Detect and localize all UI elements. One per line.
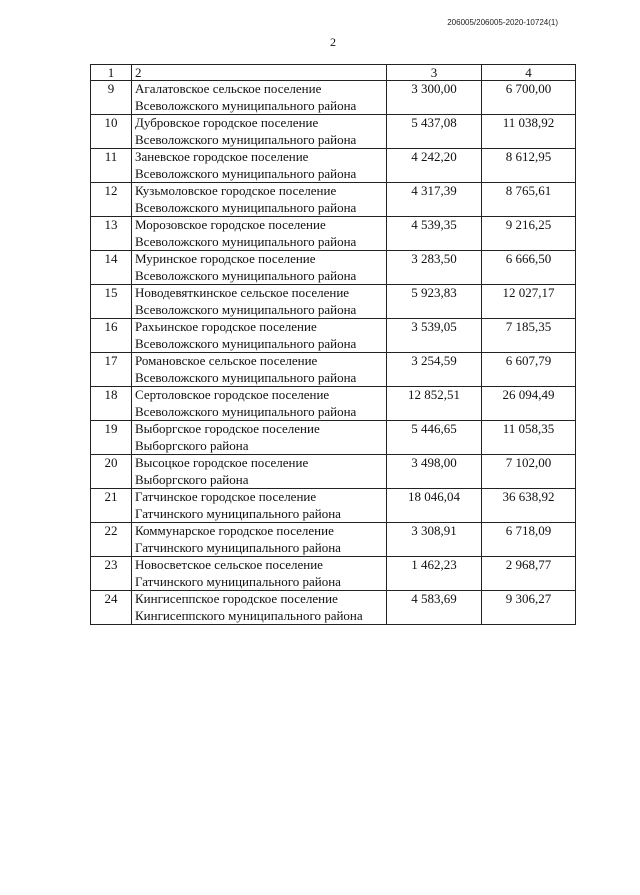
row-number: 19: [91, 421, 132, 455]
row-number: 23: [91, 557, 132, 591]
table-row: [91, 319, 576, 353]
table-row: [91, 421, 576, 455]
value-col-3: 1 462,23: [387, 557, 482, 591]
value-col-3: 3 254,59: [387, 353, 482, 387]
row-number: 9: [91, 81, 132, 115]
value-col-4: 9 306,27: [482, 591, 576, 625]
value-col-4: 36 638,92: [482, 489, 576, 523]
row-number: 16: [91, 319, 132, 353]
settlement-name: Кингисеппское городское поселение Кингисеппского муниципального района: [132, 591, 387, 625]
row-number: 22: [91, 523, 132, 557]
settlement-name: Морозовское городское поселение Всеволожского муниципального района: [132, 217, 387, 251]
value-col-4: 12 027,17: [482, 285, 576, 319]
value-col-3: 4 583,69: [387, 591, 482, 625]
settlement-name: Рахьинское городское поселение Всеволожского муниципального района: [132, 319, 387, 353]
settlement-name: Заневское городское поселение Всеволожского муниципального района: [132, 149, 387, 183]
value-col-4: 6 607,79: [482, 353, 576, 387]
settlement-name: Муринское городское поселение Всеволожского муниципального района: [132, 251, 387, 285]
settlement-name: Новодевяткинское сельское поселение Всеволожского муниципального района: [132, 285, 387, 319]
value-col-4: 7 102,00: [482, 455, 576, 489]
settlement-name: Кузьмоловское городское поселение Всеволожского муниципального района: [132, 183, 387, 217]
value-col-3: 3 539,05: [387, 319, 482, 353]
row-number: 20: [91, 455, 132, 489]
column-header-1: 1: [91, 65, 132, 81]
column-header-2: 2: [132, 65, 387, 81]
table-row: [91, 183, 576, 217]
value-col-4: 8 765,61: [482, 183, 576, 217]
value-col-3: 3 300,00: [387, 81, 482, 115]
value-col-3: 5 923,83: [387, 285, 482, 319]
table-row: [91, 557, 576, 591]
value-col-3: 3 308,91: [387, 523, 482, 557]
value-col-4: 6 666,50: [482, 251, 576, 285]
table-header-row: [91, 65, 576, 81]
row-number: 11: [91, 149, 132, 183]
table-row: [91, 251, 576, 285]
value-col-4: 6 718,09: [482, 523, 576, 557]
table-row: [91, 115, 576, 149]
settlement-name: Сертоловское городское поселение Всеволожского муниципального района: [132, 387, 387, 421]
value-col-3: 5 437,08: [387, 115, 482, 149]
row-number: 21: [91, 489, 132, 523]
value-col-3: 4 317,39: [387, 183, 482, 217]
value-col-4: 11 058,35: [482, 421, 576, 455]
value-col-4: 26 094,49: [482, 387, 576, 421]
row-number: 14: [91, 251, 132, 285]
value-col-4: 2 968,77: [482, 557, 576, 591]
table-row: [91, 455, 576, 489]
table-row: [91, 149, 576, 183]
row-number: 18: [91, 387, 132, 421]
column-header-3: 3: [387, 65, 482, 81]
settlement-name: Высоцкое городское поселение Выборгского района: [132, 455, 387, 489]
row-number: 17: [91, 353, 132, 387]
settlement-name: Романовское сельское поселение Всеволожского муниципального района: [132, 353, 387, 387]
value-col-3: 18 046,04: [387, 489, 482, 523]
table-row: [91, 591, 576, 625]
value-col-3: 5 446,65: [387, 421, 482, 455]
row-number: 13: [91, 217, 132, 251]
table-row: [91, 523, 576, 557]
row-number: 24: [91, 591, 132, 625]
page-number: 2: [330, 35, 336, 49]
row-number: 10: [91, 115, 132, 149]
table-row: [91, 81, 576, 115]
value-col-3: 12 852,51: [387, 387, 482, 421]
table-row: [91, 285, 576, 319]
settlement-name: Выборгское городское поселение Выборгского района: [132, 421, 387, 455]
value-col-4: 9 216,25: [482, 217, 576, 251]
column-header-4: 4: [482, 65, 576, 81]
table-row: [91, 353, 576, 387]
document-id: 206005/206005-2020-10724(1): [447, 18, 558, 27]
table-row: [91, 489, 576, 523]
value-col-4: 6 700,00: [482, 81, 576, 115]
table-row: [91, 387, 576, 421]
value-col-4: 11 038,92: [482, 115, 576, 149]
data-table: [90, 64, 576, 625]
settlement-name: Гатчинское городское поселение Гатчинского муниципального района: [132, 489, 387, 523]
row-number: 15: [91, 285, 132, 319]
value-col-4: 8 612,95: [482, 149, 576, 183]
row-number: 12: [91, 183, 132, 217]
value-col-3: 3 498,00: [387, 455, 482, 489]
settlement-name: Новосветское сельское поселение Гатчинского муниципального района: [132, 557, 387, 591]
value-col-3: 4 539,35: [387, 217, 482, 251]
settlement-name: Дубровское городское поселение Всеволожского муниципального района: [132, 115, 387, 149]
settlement-name: Агалатовское сельское поселение Всеволожского муниципального района: [132, 81, 387, 115]
table-row: [91, 217, 576, 251]
settlement-name: Коммунарское городское поселение Гатчинского муниципального района: [132, 523, 387, 557]
value-col-3: 3 283,50: [387, 251, 482, 285]
value-col-4: 7 185,35: [482, 319, 576, 353]
value-col-3: 4 242,20: [387, 149, 482, 183]
